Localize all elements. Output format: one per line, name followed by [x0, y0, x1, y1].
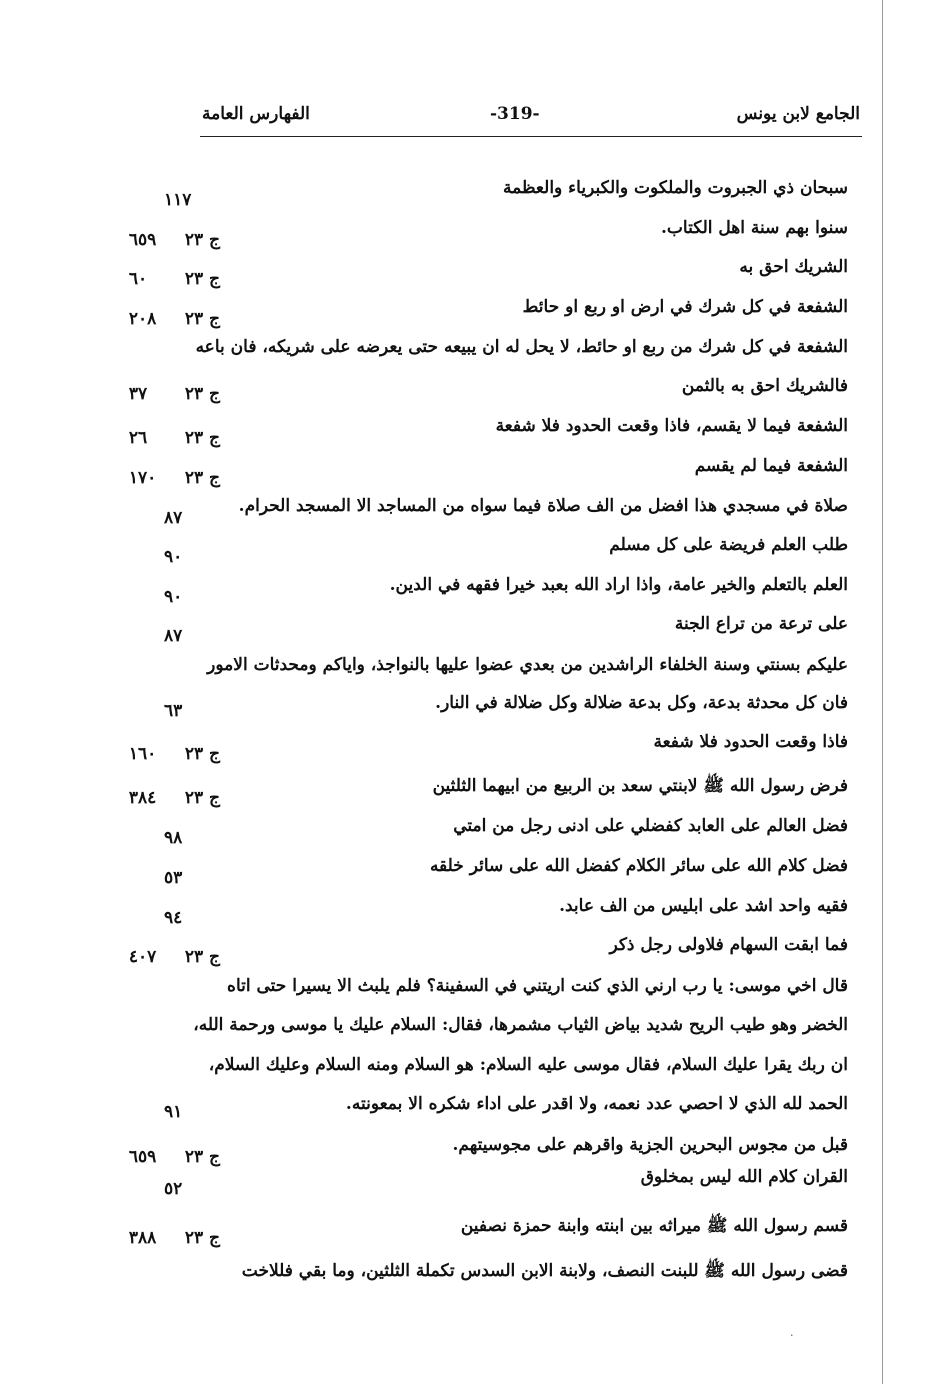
entry-text-line: سبحان ذي الجبروت والملكوت والكبرياء والعظمة — [503, 178, 848, 198]
entry-page: ٢٦ — [128, 428, 148, 448]
header-section-title: الفهارس العامة — [202, 104, 310, 124]
entry-reference — [100, 467, 220, 489]
entry-text-line: صلاة في مسجدي هذا افضل من الف صلاة فيما سواه من المساجد الا المسجد الحرام. — [238, 496, 848, 516]
entry-reference — [100, 1227, 220, 1249]
entry-reference — [100, 507, 220, 529]
entry-volume: ج ٢٣ — [184, 468, 220, 488]
entry-text-line: سنوا بهم سنة اهل الكتاب. — [660, 218, 848, 238]
entry-text-line: عليكم بسنتي وسنة الخلفاء الراشدين من بعدي عضوا عليها بالنواجذ، واياكم ومحدثات الامور — [207, 655, 848, 675]
entry-text-line: الشفعة فيما لا يقسم، فاذا وقعت الحدود فلا شفعة — [495, 416, 848, 436]
entry-page: ٦٣ — [164, 701, 183, 721]
entry-reference — [100, 1101, 220, 1123]
entry-text-line: فقيه واحد اشد على ابليس من الف عابد. — [559, 896, 848, 916]
entry-text-line: فضل كلام الله على سائر الكلام كفضل الله على سائر خلقه — [429, 856, 848, 876]
entry-text-line: قال اخي موسى: يا رب ارني الذي كنت اريتني في السفينة؟ فلم يلبث الا يسيرا حتى اتاه — [227, 976, 848, 996]
entry-page: ٤٠٧ — [128, 947, 157, 967]
entry-text-line: فرض رسول الله ﷺ لابنتي سعد بن الربيع من ابيهما الثلثين — [432, 776, 848, 796]
entry-page: ٣٧ — [128, 384, 148, 404]
entry-volume: ج ٢٣ — [184, 1147, 220, 1167]
entry-text-line: الشفعة في كل شرك في ارض او ربع او حائط — [522, 297, 848, 317]
entry-page: ٩٨ — [164, 828, 183, 848]
entry-page: ٩٠ — [164, 587, 183, 607]
entry-page: ٥٣ — [164, 868, 183, 888]
scan-mark: . — [790, 1326, 794, 1339]
entry-reference — [100, 1178, 220, 1200]
entry-reference — [100, 586, 220, 608]
entry-page: ١٦٠ — [128, 744, 157, 764]
entry-text-line: طلب العلم فريضة على كل مسلم — [609, 535, 848, 555]
entry-text-line: الشفعة فيما لم يقسم — [694, 456, 848, 476]
entry-page: ٦٥٩ — [128, 230, 157, 250]
entry-reference — [100, 229, 220, 251]
entry-volume: ج ٢٣ — [184, 947, 220, 967]
entry-text-line: فان كل محدثة بدعة، وكل بدعة ضلالة وكل ضلالة في النار. — [435, 693, 848, 713]
entry-reference — [100, 907, 220, 929]
entry-volume: ج ٢٣ — [184, 384, 220, 404]
entry-text-line: قضى رسول الله ﷺ للبنت النصف، ولابنة الابن السدس تكملة الثلثين، وما بقي فللاخت — [241, 1261, 848, 1281]
entry-page: ٩١ — [164, 1102, 183, 1122]
header-book-title: الجامع لابن يونس — [736, 104, 860, 124]
entry-reference — [100, 867, 220, 889]
entry-text-line: الشريك احق به — [739, 257, 848, 277]
entry-reference — [100, 268, 220, 290]
entry-page: ٣٨٤ — [128, 788, 157, 808]
entry-reference — [100, 827, 220, 849]
entry-page: ٢٠٨ — [128, 309, 157, 329]
entry-volume: ج ٢٣ — [184, 230, 220, 250]
entry-text-line: الشفعة في كل شرك من ربع او حائط، لا يحل له ان يبيعه حتى يعرضه على شريكه، فان باعه — [195, 337, 848, 357]
entry-page: ٥٢ — [164, 1179, 183, 1199]
entry-reference — [100, 1146, 220, 1168]
entry-volume: ج ٢٣ — [184, 269, 220, 289]
entry-reference — [100, 189, 220, 211]
entry-page: ٣٨٨ — [128, 1228, 157, 1248]
entry-page: ٩٠ — [164, 547, 183, 567]
entry-page: ٩٤ — [164, 908, 183, 928]
entry-text-line: قبل من مجوس البحرين الجزية واقرهم على مجوسيتهم. — [452, 1135, 848, 1155]
entry-reference — [100, 946, 220, 968]
entry-volume: ج ٢٣ — [184, 788, 220, 808]
entry-text-line: القران كلام الله ليس بمخلوق — [640, 1167, 848, 1187]
entry-page: ٦٥٩ — [128, 1147, 157, 1167]
entry-reference — [100, 546, 220, 568]
header-page-number: -319- — [490, 104, 540, 124]
entry-text-line: فما ابقت السهام فلاولى رجل ذكر — [609, 935, 848, 955]
entry-text-line: العلم بالتعلم والخير عامة، واذا اراد الله بعبد خيرا فقهه في الدين. — [389, 575, 848, 595]
entry-page: ٨٧ — [164, 508, 183, 528]
entry-reference — [100, 743, 220, 765]
entry-reference — [100, 700, 220, 722]
entry-volume: ج ٢٣ — [184, 309, 220, 329]
entry-page: ١٧٠ — [128, 468, 157, 488]
entry-page: ١١٧ — [164, 190, 192, 210]
entry-page: ٨٧ — [164, 626, 183, 646]
entry-reference — [100, 308, 220, 330]
entry-volume: ج ٢٣ — [184, 428, 220, 448]
entry-reference — [100, 625, 220, 647]
entry-page: ٦٠ — [128, 269, 148, 289]
entry-volume: ج ٢٣ — [184, 1228, 220, 1248]
entry-text-line: ان ربك يقرا عليك السلام، فقال موسى عليه السلام: هو السلام ومنه السلام وعليك السلام، — [208, 1055, 848, 1075]
entry-text-line: الخضر وهو طيب الريح شديد بياض الثياب مشمرها، فقال: السلام عليك يا موسى ورحمة الله، — [193, 1015, 848, 1035]
entry-reference — [100, 787, 220, 809]
entry-volume: ج ٢٣ — [184, 744, 220, 764]
entry-text-line: فضل العالم على العابد كفضلي على ادنى رجل من امتي — [453, 816, 848, 836]
entry-reference — [100, 383, 220, 405]
entry-text-line: قسم رسول الله ﷺ ميراثه بين ابنته وابنة حمزة نصفين — [460, 1216, 848, 1236]
entry-text-line: فاذا وقعت الحدود فلا شفعة — [653, 732, 848, 752]
entry-text-line: الحمد لله الذي لا احصي عدد نعمه، ولا اقدر على اداء شكره الا بمعونته. — [345, 1094, 848, 1114]
entry-text-line: على ترعة من تراع الجنة — [674, 614, 848, 634]
entry-text-line: فالشريك احق به بالثمن — [681, 376, 848, 396]
entry-reference — [100, 427, 220, 449]
